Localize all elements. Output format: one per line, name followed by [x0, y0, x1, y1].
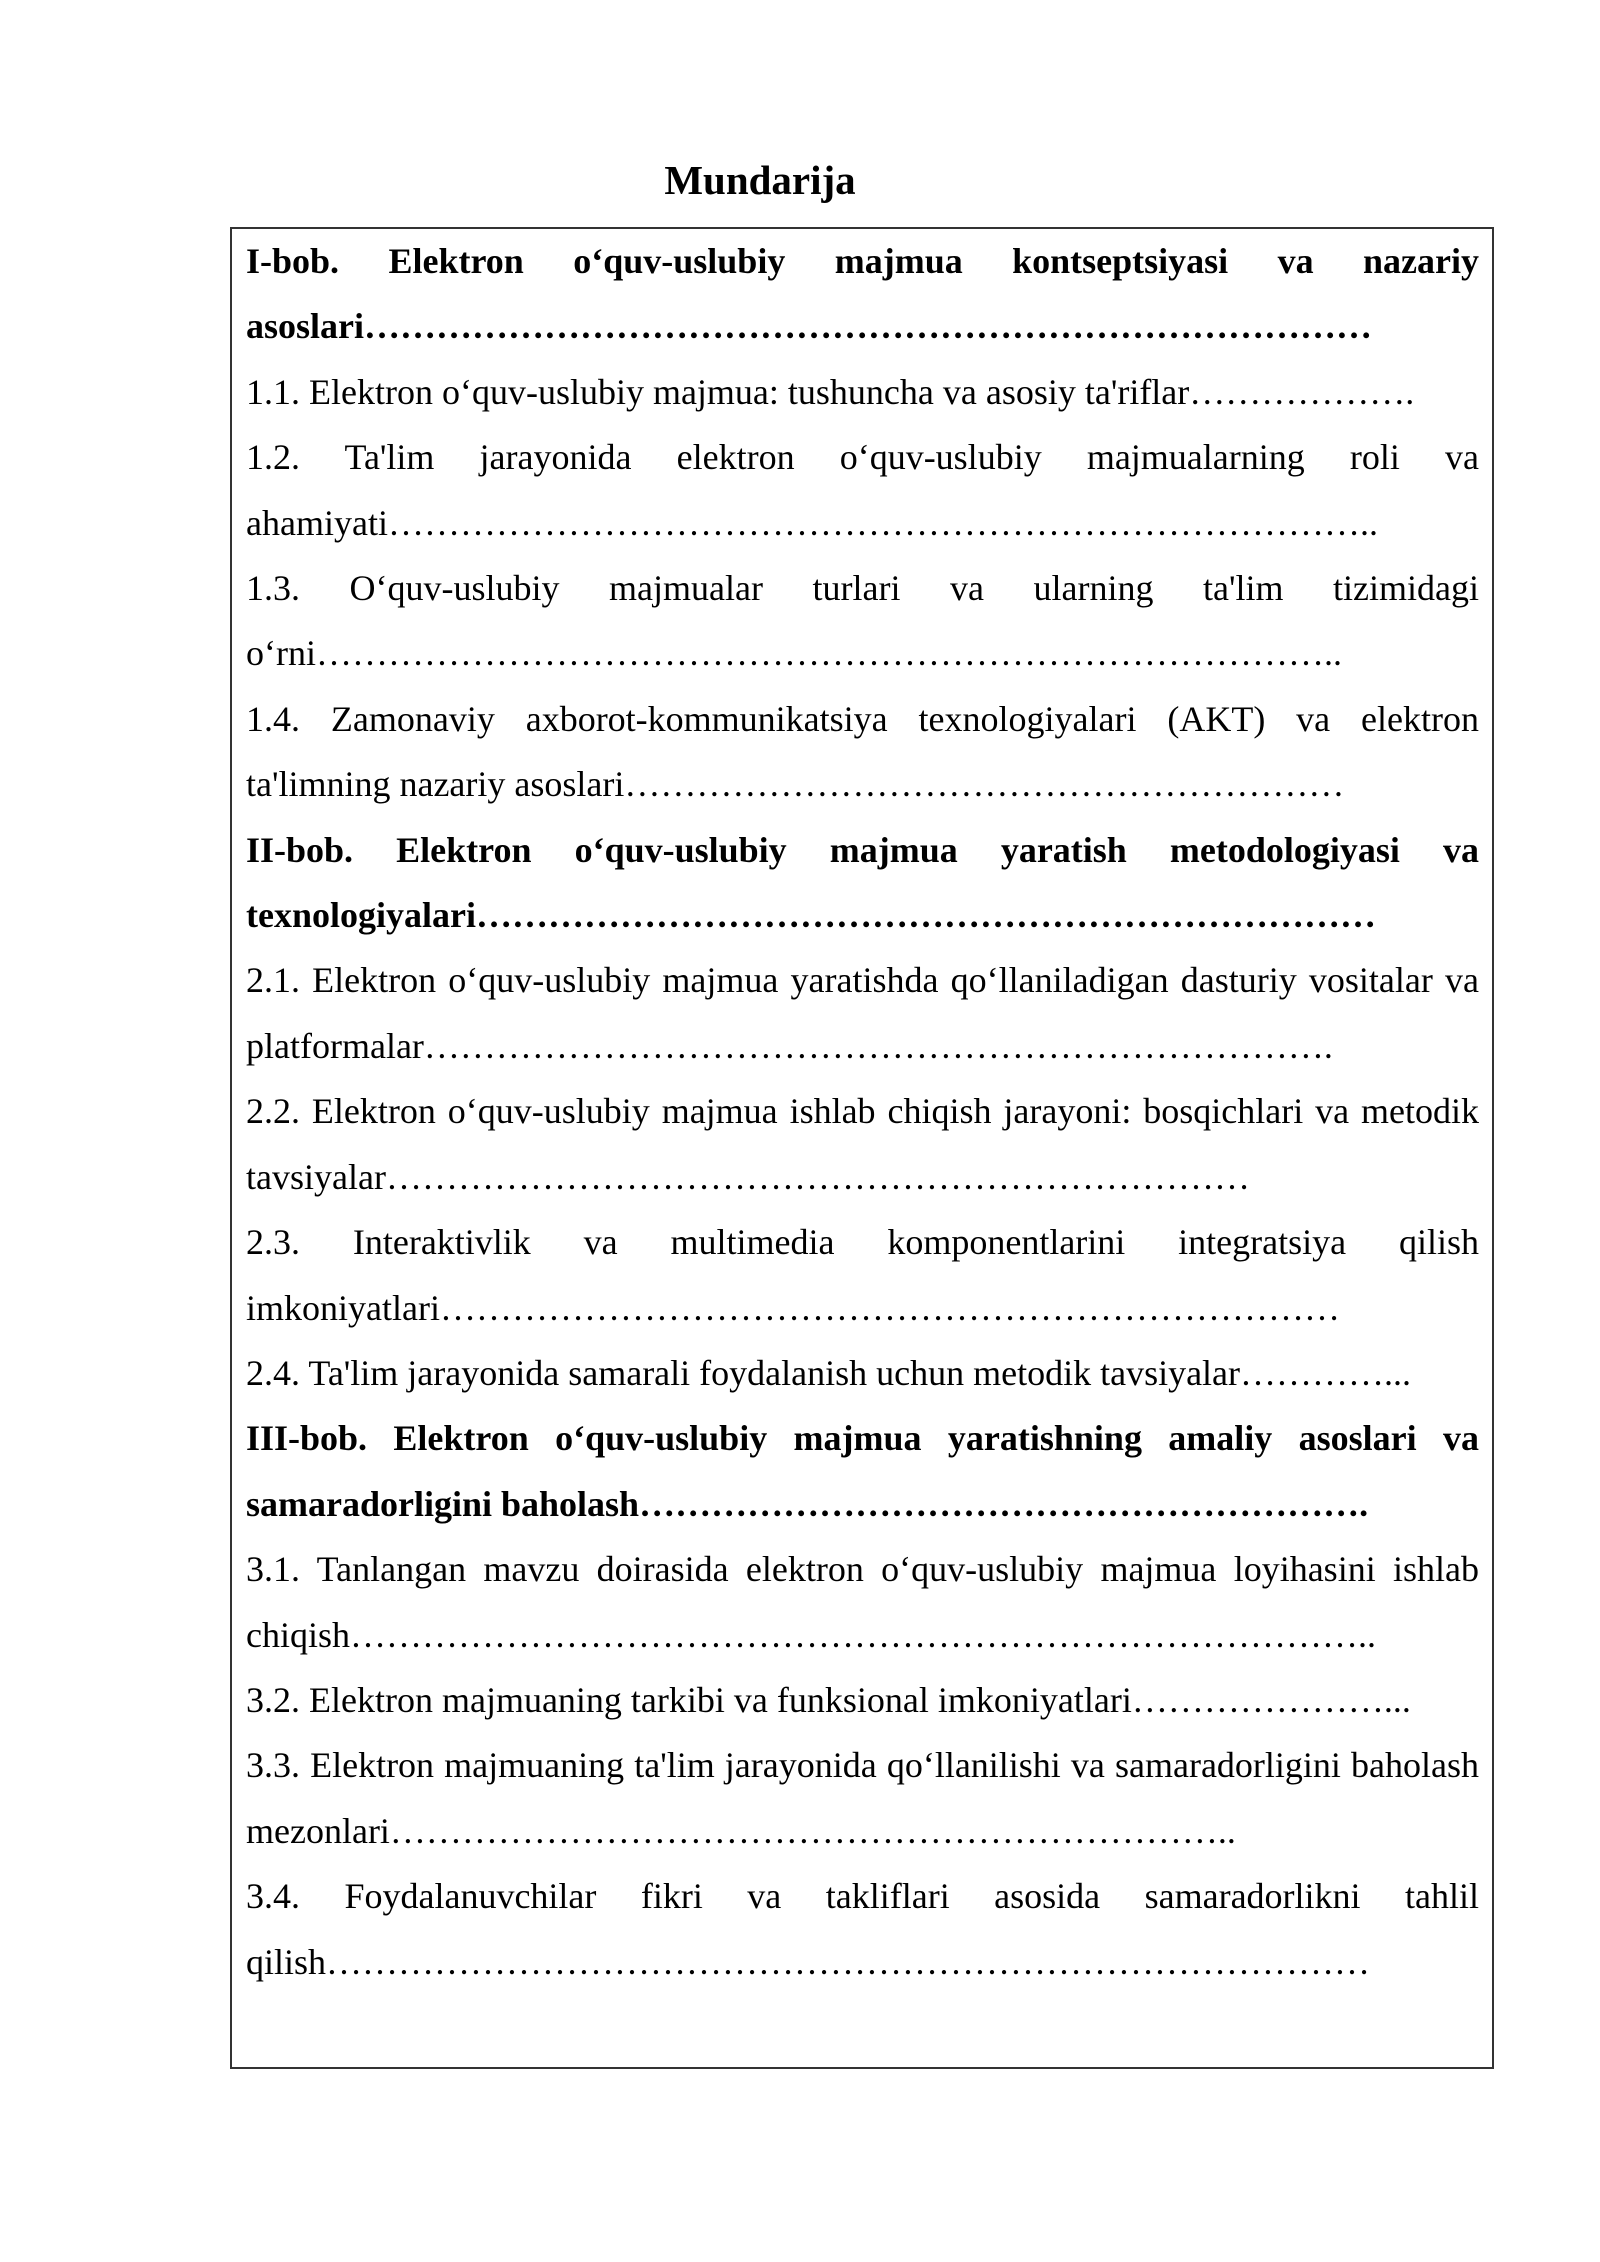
toc-section-entry: 3.3. Elektron majmuaning ta'lim jarayonida qo‘llanilishi va samaradorligini baholash mezonlari…………………………………………………………….. — [246, 1745, 1479, 1851]
toc-chapter-entry: II-bob. Elektron o‘quv-uslubiy majmua yaratish metodologiyasi va texnologiyalari………………………………………………………………… — [246, 829, 1479, 936]
table-of-contents — [230, 227, 1494, 2069]
toc-section-entry: 2.3. Interaktivlik va multimedia komponentlarini integratsiya qilish imkoniyatlari………………………………………………………………… — [246, 1222, 1479, 1328]
toc-section-entry: 1.1. Elektron o‘quv-uslubiy majmua: tushuncha va asosiy ta'riflar………………. — [246, 371, 1415, 412]
toc-section-entry: 3.4. Foydalanuvchilar fikri va takliflari asosida samaradorlikni tahlil qilish…………………………………………………………………………… — [246, 1876, 1479, 1982]
toc-section-entry: 2.2. Elektron o‘quv-uslubiy majmua ishlab chiqish jarayoni: bosqichlari va metodik tavsiyalar……………………………………………………………… — [246, 1091, 1479, 1197]
toc-section-entry: 3.2. Elektron majmuaning tarkibi va funksional imkoniyatlari…………………... — [246, 1679, 1411, 1720]
toc-section-entry: 1.3. O‘quv-uslubiy majmualar turlari va ularning ta'lim tizimidagi o‘rni………………………………………………………………………….. — [246, 568, 1479, 674]
toc-list — [246, 229, 1479, 1995]
toc-chapter-entry: III-bob. Elektron o‘quv-uslubiy majmua yaratishning amaliy asoslari va samaradorligini baholash……………………………………………………. — [246, 1418, 1479, 1524]
page-title: Mundarija — [664, 157, 856, 203]
toc-section-entry: 1.4. Zamonaviy axborot-kommunikatsiya texnologiyalari (AKT) va elektron ta'limning nazariy asoslari…………………………………………………… — [246, 698, 1479, 805]
toc-chapter-entry: I-bob. Elektron o‘quv-uslubiy majmua kontseptsiyasi va nazariy asoslari………………………………………………………………………… — [246, 241, 1479, 347]
toc-section-entry: 2.4. Ta'lim jarayonida samarali foydalanish uchun metodik tavsiyalar…………... — [246, 1352, 1412, 1393]
toc-section-entry: 2.1. Elektron o‘quv-uslubiy majmua yaratishda qo‘llaniladigan dasturiy vositalar va platformalar…………………………………………………………………. — [246, 960, 1479, 1066]
toc-section-entry: 3.1. Tanlangan mavzu doirasida elektron o‘quv-uslubiy majmua loyihasini ishlab chiqish………………………………………………………………………….. — [246, 1549, 1479, 1655]
toc-section-entry: 1.2. Ta'lim jarayonida elektron o‘quv-uslubiy majmualarning roli va ahamiyati……………………………………………………………………….. — [246, 437, 1479, 543]
